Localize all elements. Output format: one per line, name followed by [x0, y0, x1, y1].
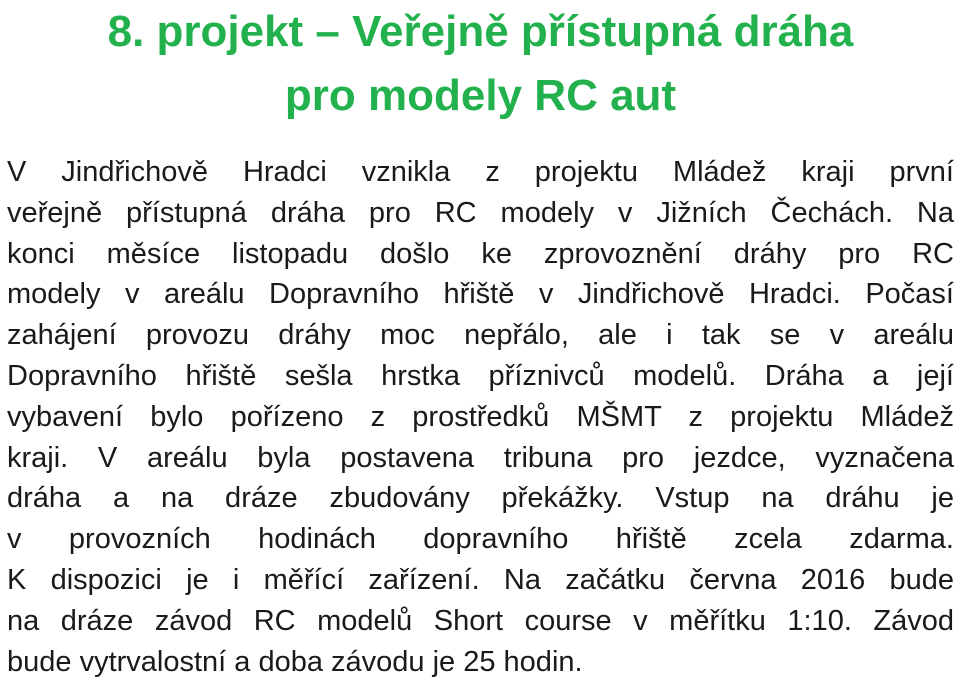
- slide-title-line-1: 8. projekt – Veřejně přístupná dráha: [107, 7, 854, 56]
- slide-title-line-2: pro modely RC aut: [284, 71, 677, 120]
- body-line-4: modely v areálu Dopravního hřiště v Jindřichově Hradci. Počasí: [7, 278, 954, 311]
- body-line-6: Dopravního hřiště sešla hrstka příznivců modelů. Dráha a její: [7, 359, 954, 392]
- body-line-13: bude vytrvalostní a doba závodu je 25 hodin.: [7, 645, 583, 678]
- body-line-11: K dispozici je i měřící zařízení. Na začátku června 2016 bude: [7, 563, 954, 596]
- body-line-8: kraji. V areálu byla postavena tribuna pro jezdce, vyznačena: [7, 441, 954, 474]
- slide-body-text: [7, 152, 954, 682]
- body-line-5: zahájení provozu dráhy moc nepřálo, ale i tak se v areálu: [7, 319, 954, 352]
- body-line-2: veřejně přístupná dráha pro RC modely v Jižních Čechách. Na: [7, 196, 954, 229]
- body-line-9: dráha a na dráze zbudovány překážky. Vstup na dráhu je: [7, 482, 954, 515]
- body-line-12: na dráze závod RC modelů Short course v měřítku 1:10. Závod: [7, 604, 954, 637]
- slide-title: [7, 0, 954, 128]
- body-line-7: vybavení bylo pořízeno z prostředků MŠMT z projektu Mládež: [7, 400, 954, 433]
- body-line-1: V Jindřichově Hradci vznikla z projektu Mládež kraji první: [7, 156, 954, 188]
- body-line-10: v provozních hodinách dopravního hřiště zcela zdarma.: [7, 523, 954, 556]
- body-line-3: konci měsíce listopadu došlo ke zprovoznění dráhy pro RC: [7, 237, 954, 270]
